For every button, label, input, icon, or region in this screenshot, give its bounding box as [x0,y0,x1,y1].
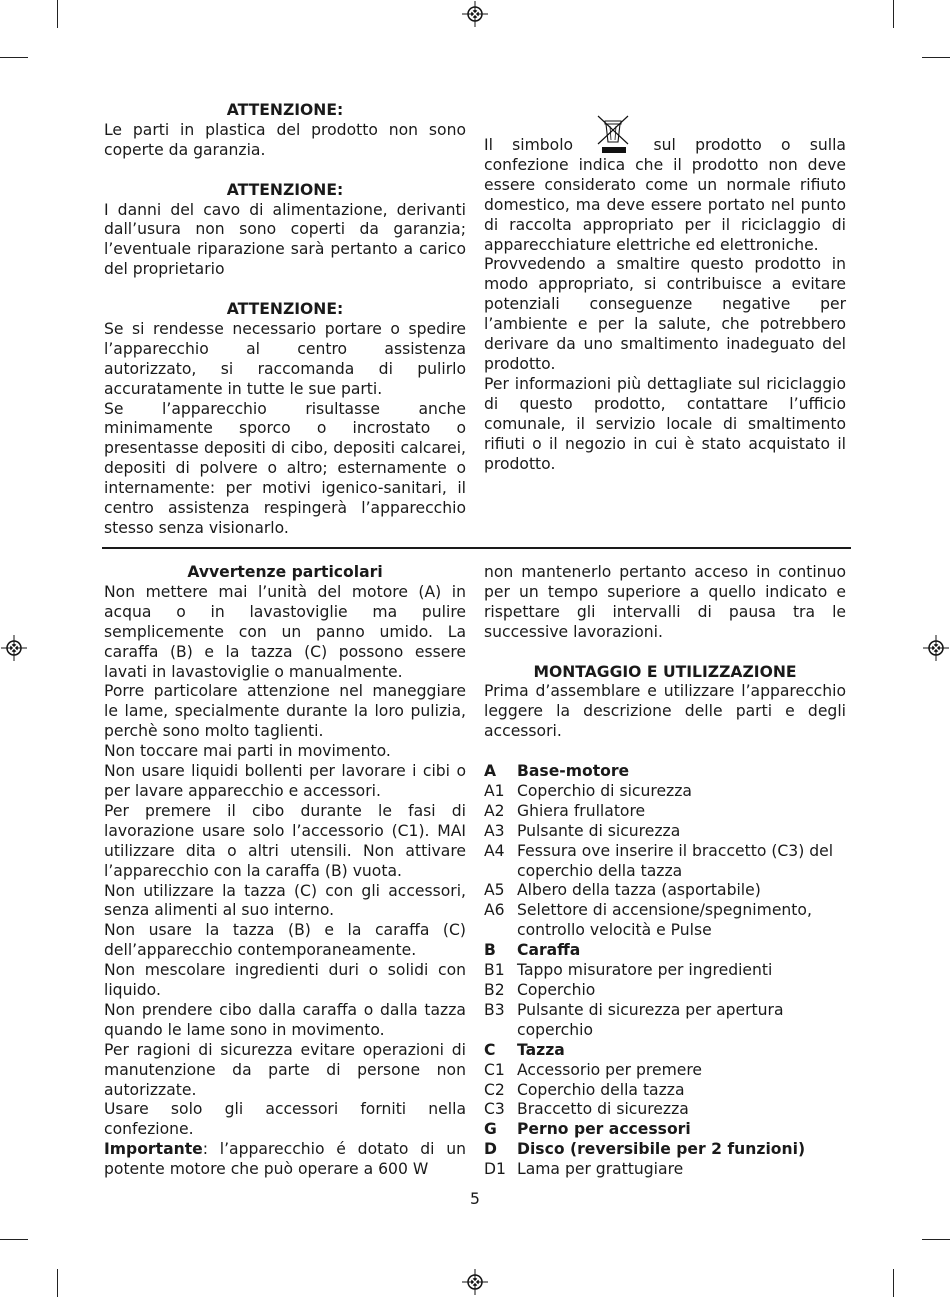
part-code: A [484,762,497,781]
crop-mark [922,1239,950,1240]
parts-group-item [484,941,846,961]
disposal-paragraph: sul prodotto o sulla confezione indica che il prodotto non deve essere considerato come un normale rifiuto domestico, ma deve essere portato nel punto di raccolta appropriato per il riciclaggio di apparecchiature elettriche ed elettroniche. [484,136,846,254]
crop-mark [0,1239,28,1240]
parts-item [484,1061,846,1081]
special-warnings-column [104,563,466,1180]
warning-text: Se si rendesse necessario portare o spedire l’apparecchio al centro assistenza autorizzato, si raccomanda di pulirlo accuratamente in tutte le sue parti. [104,319,466,398]
warning-paragraph: Non toccare mai parti in movimento. [104,742,391,761]
disposal-column [484,114,846,474]
warning-paragraph: Non usare liquidi bollenti per lavorare i cibi o per lavare apparecchio e accessori. [104,762,466,800]
parts-item [484,881,846,901]
parts-item [484,961,846,981]
parts-item [484,822,846,842]
important-paragraph [104,1140,466,1180]
part-description: Selettore di accensione/spegnimento, controllo velocità e Pulse [517,901,812,940]
parts-item [484,901,846,941]
part-code: A2 [484,801,505,820]
warning-text: Se l’apparecchio risultasse anche minimamente sporco o incrostato o presentasse depositi di cibo, depositi calcarei, depositi di polvere o altro; esternamente o internamente: per motivi igenico-sanitari, il centro assistenza respingerà l’apparecchio stesso senza visionarlo. [104,399,466,537]
continuation-paragraph: non mantenerlo pertanto acceso in continuo per un tempo superiore a quello indicato e rispettare gli intervalli di pausa tra le successive lavorazioni. [484,563,846,641]
crop-mark [57,1269,58,1297]
page-number: 5 [470,1190,480,1208]
crop-mark [893,0,894,28]
parts-item [484,1001,846,1041]
parts-item [484,981,846,1001]
crop-mark [0,57,28,58]
crop-mark [57,0,58,28]
crossed-out-bin-icon [594,114,632,154]
part-code: G [484,1120,497,1139]
part-code: A3 [484,821,505,840]
symbol-label: Il simbolo [484,136,574,154]
warning-paragraph: Non prendere cibo dalla caraffa o dalla tazza quando le lame sono in movimento. [104,1000,466,1039]
registration-mark-icon [462,1269,488,1295]
part-description: Tazza [517,1040,565,1059]
warning-paragraph: Per premere il cibo durante le fasi di lavorazione usare solo l’accessorio (C1). MAI utilizzare dita o altri utensili. Non attivare l’apparecchio con la caraffa (B) vuota. [104,801,466,880]
part-code: A6 [484,901,505,920]
part-code: C1 [484,1060,505,1079]
part-description: Caraffa [517,941,581,960]
warning-paragraph: Per ragioni di sicurezza evitare operazioni di manutenzione da parte di persone non autorizzate. [104,1040,466,1099]
warnings-column [104,101,466,539]
part-code: B [484,941,496,960]
part-description: Braccetto di sicurezza [517,1100,689,1119]
registration-mark-icon [923,635,949,661]
warning-paragraph: Usare solo gli accessori forniti nella confezione. [104,1100,466,1139]
warning-heading: ATTENZIONE: [226,101,344,119]
parts-group-item [484,762,846,782]
warning-block [104,101,466,161]
section-divider [102,547,851,549]
important-label: Importante [104,1140,203,1159]
important-text: : l’apparecchio é dotato di un potente motore che può operare a 600 W [104,1140,466,1179]
section-heading: Avvertenze particolari [187,563,383,581]
registration-mark-icon [462,1,488,27]
part-description: Accessorio per premere [517,1060,703,1079]
part-code: C [484,1040,496,1059]
part-description: Base-motore [517,762,630,781]
part-code: D [484,1140,497,1159]
intro-paragraph: Prima d’assemblare e utilizzare l’apparecchio leggere la descrizione delle parti e degli accessori. [484,682,846,741]
warning-paragraph: Non usare la tazza (B) e la caraffa (C) dell’apparecchio contemporaneamente. [104,921,466,960]
parts-item [484,802,846,822]
warning-text: I danni del cavo di alimentazione, derivanti dall’usura non sono coperti da garanzia; l’eventuale riparazione sarà pertanto a carico del proprietario [104,200,466,279]
part-code: A1 [484,781,505,800]
crop-mark [922,57,950,58]
disposal-paragraph: Per informazioni più dettagliate sul riciclaggio di questo prodotto, contattare l’ufficio comunale, il servizio locale di smaltimento rifiuti o il negozio in cui è stato acquistato il prodotto. [484,374,846,473]
warning-paragraph: Non mettere mai l’unità del motore (A) in acqua o in lavastoviglie ma pulire semplicemente con un panno umido. La caraffa (B) e la tazza (C) possono essere lavati in lavastoviglie o manualmente. [104,582,466,681]
part-code: B1 [484,961,505,980]
part-code: B2 [484,981,505,999]
parts-item [484,782,846,802]
parts-item [484,1160,846,1180]
part-code: C3 [484,1100,505,1119]
disposal-paragraph: Provvedendo a smaltire questo prodotto in modo appropriato, si contribuisce a evitare potenziali conseguenze negative per l’ambiente e per la salute, che potrebbero derivare da uno smaltimento inadeguato del prodotto. [484,255,846,373]
part-code: A5 [484,881,505,900]
parts-item [484,1100,846,1120]
parts-item [484,1081,846,1101]
assembly-column [484,563,846,1180]
warning-block [104,300,466,539]
parts-group-item [484,1140,846,1160]
crop-mark [893,1269,894,1297]
warning-paragraph: Non utilizzare la tazza (C) con gli accessori, senza alimenti al suo interno. [104,881,466,920]
part-description: Pulsante di sicurezza [517,821,681,840]
registration-mark-icon [1,635,27,661]
part-description: Albero della tazza (asportabile) [517,881,761,900]
part-description: Tappo misuratore per ingredienti [517,961,773,980]
part-description: Fessura ove inserire il braccetto (C3) del coperchio della tazza [517,841,834,880]
part-code: A4 [484,841,505,860]
warning-heading: ATTENZIONE: [226,300,344,319]
part-code: C2 [484,1080,505,1099]
part-description: Perno per accessori [517,1120,691,1139]
part-code: D1 [484,1160,506,1179]
part-description: Coperchio [517,981,596,999]
part-description: Disco (reversibile per 2 funzioni) [517,1140,806,1159]
warning-block [104,181,466,281]
part-description: Coperchio della tazza [517,1080,685,1099]
part-description: Ghiera frullatore [517,801,646,820]
section-heading: MONTAGGIO E UTILIZZAZIONE [533,662,797,681]
warning-paragraph: Porre particolare attenzione nel maneggiare le lame, specialmente durante la loro pulizia, perchè sono molto taglienti. [104,682,466,741]
parts-group-item [484,1041,846,1061]
part-description: Pulsante di sicurezza per apertura coperchio [517,1000,784,1039]
part-description: Coperchio di sicurezza [517,781,692,800]
warning-heading: ATTENZIONE: [226,180,344,199]
parts-group-item [484,1120,846,1140]
part-description: Lama per grattugiare [517,1160,684,1179]
disposal-text [484,114,846,255]
part-code: B3 [484,1000,505,1019]
warning-paragraph: Non mescolare ingredienti duri o solidi con liquido. [104,961,466,1000]
warning-text: Le parti in plastica del prodotto non sono coperte da garanzia. [104,120,466,159]
parts-list [484,762,846,1180]
parts-item [484,842,846,882]
